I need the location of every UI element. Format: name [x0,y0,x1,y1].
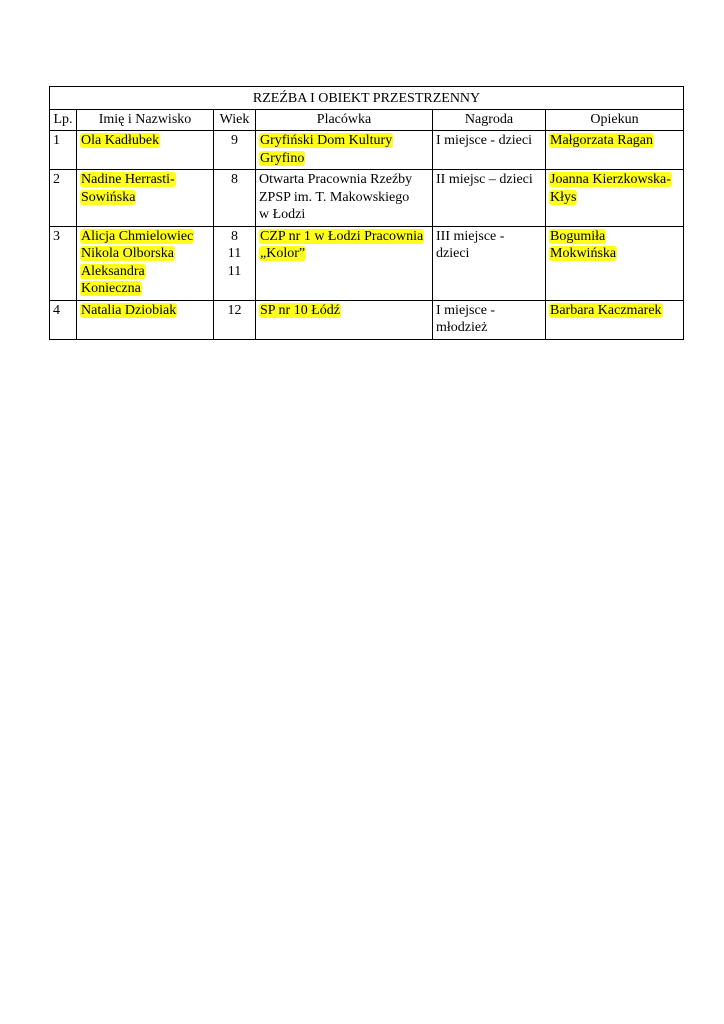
participant-name-text: Nikola Olborska [81,246,174,261]
institution: Otwarta Pracownia Rzeźby [259,172,413,187]
participant-name [80,132,210,150]
guardian-text: Barbara Kaczmarek [550,302,662,318]
header-row [50,109,684,131]
header-name: Imię i Nazwisko [77,109,214,131]
award: II miejsc – dzieci [436,172,533,187]
institution [259,302,429,320]
cell-guardian [546,226,684,300]
participant-age: 8 [231,228,238,244]
cell-age [214,170,256,227]
guardian [549,189,680,207]
cell-age [214,300,256,339]
table-row [50,170,684,227]
award: młodzież [436,320,488,335]
award: III miejsce - [436,228,505,244]
participant-age: 9 [231,133,238,148]
results-table [49,86,684,340]
cell-guardian [546,131,684,170]
guardian [549,302,680,320]
institution-text: SP nr 10 Łódź [260,302,340,318]
cell-lp: 4 [50,300,77,339]
institution: w Łodzi [259,207,306,222]
institution-text: CZP nr 1 w Łodzi Pracownia [260,228,424,244]
guardian [549,132,680,150]
participant-name [80,228,210,246]
table-row [50,131,684,170]
participant-name-text: Aleksandra [81,263,145,279]
table-row [50,300,684,339]
cell-name [77,300,214,339]
institution: ZPSP im. T. Makowskiego [259,189,410,205]
cell-institution [256,300,433,339]
award: I miejsce - [436,302,496,318]
participant-age: 8 [231,172,238,187]
guardian-text: Małgorzata Ragan [550,133,654,148]
participant-age: 12 [227,302,242,318]
institution-text: Gryfino [260,150,305,166]
guardian-text: Kłys [550,189,577,205]
header-award: Nagroda [433,109,546,131]
table-title: RZEŹBA I OBIEKT PRZESTRZENNY [50,87,684,110]
cell-age [214,131,256,170]
guardian [549,245,680,263]
participant-name-text: Alicja Chmielowiec [81,228,194,244]
participant-name [80,171,210,189]
table-row [50,226,684,300]
table-body [50,131,684,340]
participant-name [80,189,210,207]
cell-guardian [546,170,684,227]
award: I miejsce - dzieci [436,133,533,148]
guardian-text: Bogumiła [550,228,606,244]
header-age: Wiek [214,109,256,131]
participant-name-text: Ola Kadłubek [81,133,160,148]
cell-award [433,300,546,339]
award: dzieci [436,246,470,261]
participant-name-text: Nadine Herrasti- [81,172,175,187]
cell-name [77,131,214,170]
cell-award [433,170,546,227]
institution [259,245,429,263]
guardian [549,171,680,189]
cell-institution [256,226,433,300]
header-guardian: Opiekun [546,109,684,131]
cell-institution [256,131,433,170]
institution-text: Gryfiński Dom Kultury [260,133,393,148]
guardian-text: Joanna Kierzkowska- [550,172,671,187]
cell-age [214,226,256,300]
cell-guardian [546,300,684,339]
institution [259,228,429,246]
participant-name [80,263,210,281]
participant-name-text: Natalia Dziobiak [81,302,177,318]
cell-award [433,226,546,300]
cell-lp: 2 [50,170,77,227]
header-institution: Placówka [256,109,433,131]
cell-institution [256,170,433,227]
institution-text: „Kolor” [260,246,306,261]
institution [259,150,429,168]
participant-age: 11 [227,246,242,261]
participant-age: 11 [227,263,242,279]
cell-lp: 1 [50,131,77,170]
guardian [549,228,680,246]
institution [259,132,429,150]
participant-name-text: Sowińska [81,189,136,205]
participant-name [80,245,210,263]
header-lp: Lp. [50,109,77,131]
participant-name-text: Konieczna [81,281,141,296]
cell-name [77,170,214,227]
participant-name [80,280,210,298]
cell-lp: 3 [50,226,77,300]
participant-name [80,302,210,320]
cell-award [433,131,546,170]
cell-name [77,226,214,300]
guardian-text: Mokwińska [550,246,617,261]
